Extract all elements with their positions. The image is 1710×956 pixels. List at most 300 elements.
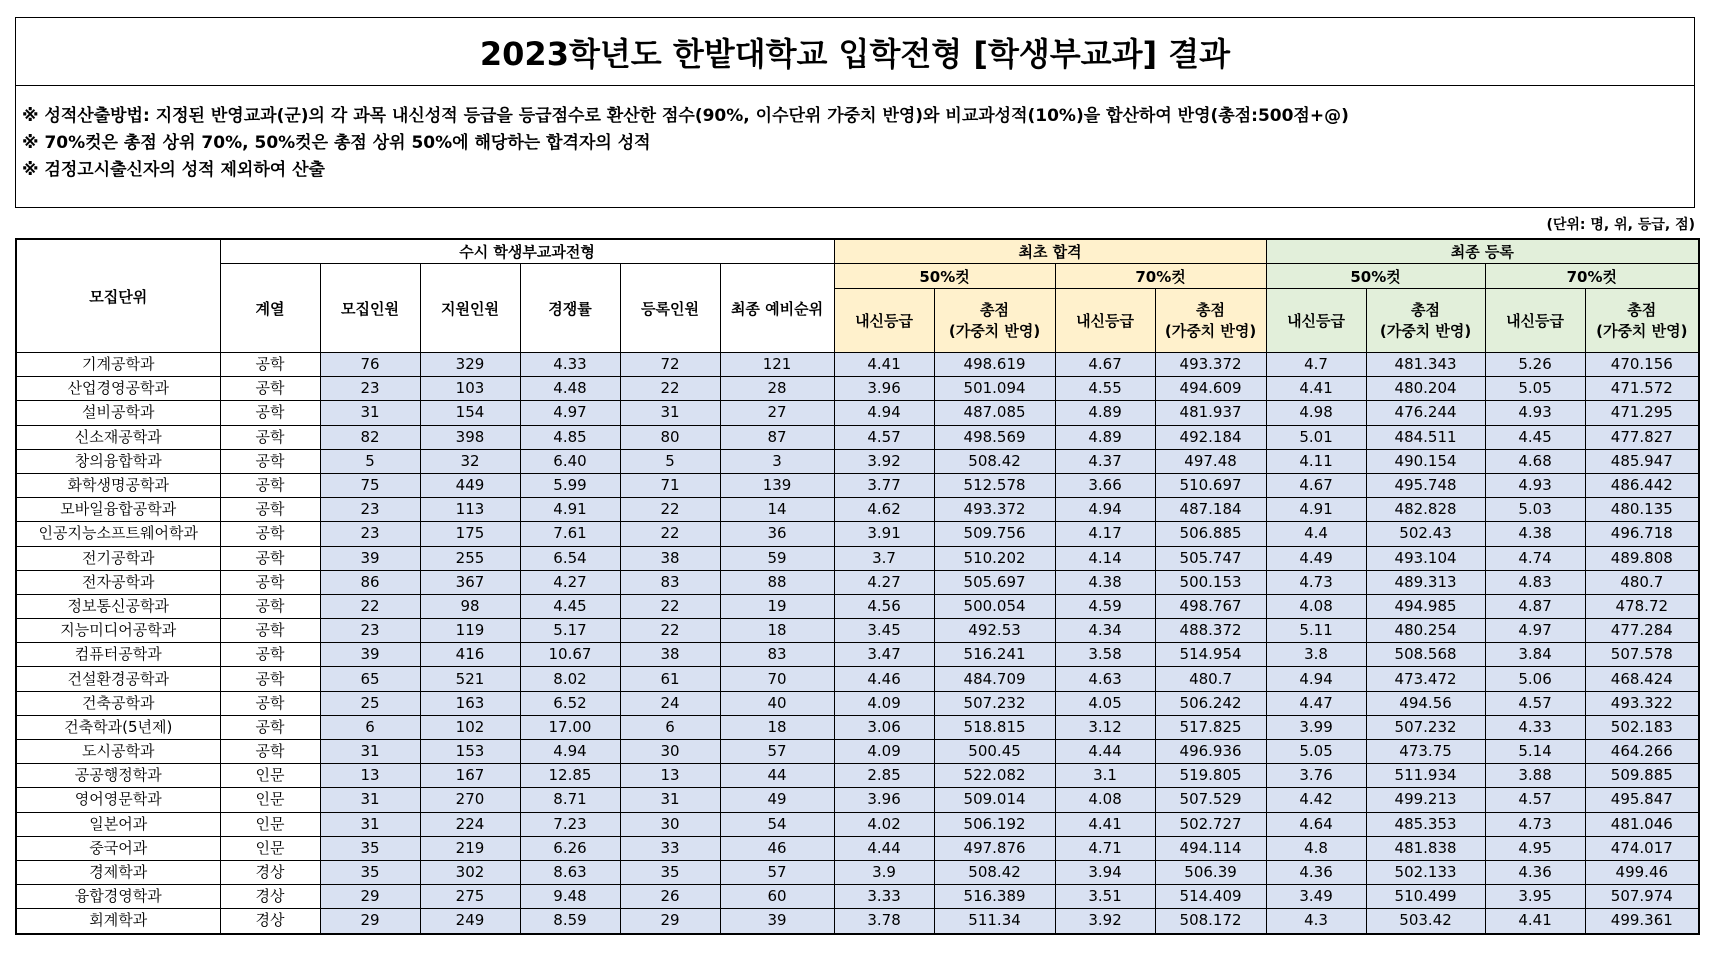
table-cell: 4.49 bbox=[1266, 546, 1366, 570]
table-cell: 473.472 bbox=[1366, 667, 1485, 691]
table-cell: 8.02 bbox=[520, 667, 620, 691]
table-cell: 4.48 bbox=[520, 377, 620, 401]
table-cell: 468.424 bbox=[1585, 667, 1699, 691]
table-row bbox=[16, 860, 1699, 884]
table-cell: 29 bbox=[620, 909, 720, 934]
table-cell: 인문 bbox=[220, 788, 320, 812]
header-registered: 등록인원 bbox=[620, 264, 720, 353]
table-cell: 102 bbox=[420, 715, 520, 739]
table-cell: 65 bbox=[320, 667, 420, 691]
table-cell: 508.568 bbox=[1366, 643, 1485, 667]
unit-name-cell: 공공행정학과 bbox=[16, 764, 220, 788]
table-cell: 507.529 bbox=[1155, 788, 1266, 812]
header-total: 총점 (가중치 반영) bbox=[1155, 289, 1266, 353]
table-cell: 8.71 bbox=[520, 788, 620, 812]
table-cell: 506.885 bbox=[1155, 522, 1266, 546]
table-cell: 4.27 bbox=[834, 570, 934, 594]
table-cell: 4.09 bbox=[834, 691, 934, 715]
table-cell: 공학 bbox=[220, 619, 320, 643]
table-cell: 489.313 bbox=[1366, 570, 1485, 594]
table-cell: 5.26 bbox=[1485, 353, 1585, 377]
table-cell: 494.114 bbox=[1155, 836, 1266, 860]
table-cell: 4.94 bbox=[834, 401, 934, 425]
table-cell: 481.046 bbox=[1585, 812, 1699, 836]
unit-name-cell: 중국어과 bbox=[16, 836, 220, 860]
table-cell: 480.135 bbox=[1585, 498, 1699, 522]
table-cell: 502.727 bbox=[1155, 812, 1266, 836]
table-cell: 4.36 bbox=[1485, 860, 1585, 884]
table-cell: 19 bbox=[720, 594, 834, 618]
unit-name-cell: 모바일융합공학과 bbox=[16, 498, 220, 522]
table-row bbox=[16, 425, 1699, 449]
header-susi: 수시 학생부교과전형 bbox=[220, 239, 834, 264]
table-cell: 22 bbox=[320, 594, 420, 618]
notes-box bbox=[15, 85, 1695, 208]
results-body bbox=[16, 353, 1699, 934]
table-cell: 503.42 bbox=[1366, 909, 1485, 934]
table-cell: 31 bbox=[620, 788, 720, 812]
table-cell: 공학 bbox=[220, 473, 320, 497]
table-cell: 4.94 bbox=[520, 740, 620, 764]
table-cell: 4.97 bbox=[520, 401, 620, 425]
table-cell: 4.68 bbox=[1485, 449, 1585, 473]
table-cell: 4.89 bbox=[1055, 425, 1155, 449]
table-cell: 494.56 bbox=[1366, 691, 1485, 715]
table-cell: 517.825 bbox=[1155, 715, 1266, 739]
table-cell: 60 bbox=[720, 885, 834, 909]
table-cell: 72 bbox=[620, 353, 720, 377]
table-cell: 489.808 bbox=[1585, 546, 1699, 570]
table-cell: 경상 bbox=[220, 860, 320, 884]
table-cell: 4.17 bbox=[1055, 522, 1155, 546]
table-cell: 470.156 bbox=[1585, 353, 1699, 377]
table-cell: 39 bbox=[320, 546, 420, 570]
table-cell: 6 bbox=[320, 715, 420, 739]
table-row bbox=[16, 788, 1699, 812]
table-cell: 3.8 bbox=[1266, 643, 1366, 667]
table-row bbox=[16, 498, 1699, 522]
table-cell: 506.192 bbox=[934, 812, 1055, 836]
table-cell: 4.62 bbox=[834, 498, 934, 522]
table-cell: 4.91 bbox=[1266, 498, 1366, 522]
table-cell: 4.37 bbox=[1055, 449, 1155, 473]
table-cell: 31 bbox=[320, 740, 420, 764]
table-cell: 3.66 bbox=[1055, 473, 1155, 497]
header-ratio: 경쟁률 bbox=[520, 264, 620, 353]
table-row bbox=[16, 401, 1699, 425]
table-cell: 507.974 bbox=[1585, 885, 1699, 909]
table-cell: 6.54 bbox=[520, 546, 620, 570]
table-cell: 3.9 bbox=[834, 860, 934, 884]
table-row bbox=[16, 812, 1699, 836]
table-cell: 공학 bbox=[220, 377, 320, 401]
table-cell: 83 bbox=[620, 570, 720, 594]
table-cell: 139 bbox=[720, 473, 834, 497]
unit-name-cell: 신소재공학과 bbox=[16, 425, 220, 449]
table-row bbox=[16, 570, 1699, 594]
header-final-rank: 최종 예비순위 bbox=[720, 264, 834, 353]
table-cell: 480.7 bbox=[1155, 667, 1266, 691]
table-cell: 26 bbox=[620, 885, 720, 909]
table-cell: 496.936 bbox=[1155, 740, 1266, 764]
table-cell: 3.12 bbox=[1055, 715, 1155, 739]
table-cell: 12.85 bbox=[520, 764, 620, 788]
header-total: 총점 (가중치 반영) bbox=[1366, 289, 1485, 353]
table-cell: 485.947 bbox=[1585, 449, 1699, 473]
table-cell: 103 bbox=[420, 377, 520, 401]
table-cell: 86 bbox=[320, 570, 420, 594]
table-cell: 4.94 bbox=[1055, 498, 1155, 522]
table-cell: 4.98 bbox=[1266, 401, 1366, 425]
table-cell: 5.14 bbox=[1485, 740, 1585, 764]
table-cell: 공학 bbox=[220, 594, 320, 618]
table-cell: 167 bbox=[420, 764, 520, 788]
table-cell: 36 bbox=[720, 522, 834, 546]
table-cell: 4.41 bbox=[1266, 377, 1366, 401]
table-row bbox=[16, 691, 1699, 715]
table-row bbox=[16, 473, 1699, 497]
table-cell: 506.39 bbox=[1155, 860, 1266, 884]
table-cell: 공학 bbox=[220, 401, 320, 425]
table-cell: 인문 bbox=[220, 764, 320, 788]
table-cell: 4.44 bbox=[834, 836, 934, 860]
table-cell: 498.767 bbox=[1155, 594, 1266, 618]
table-cell: 492.53 bbox=[934, 619, 1055, 643]
table-cell: 39 bbox=[320, 643, 420, 667]
table-cell: 3.95 bbox=[1485, 885, 1585, 909]
table-cell: 22 bbox=[620, 594, 720, 618]
table-cell: 35 bbox=[320, 860, 420, 884]
table-cell: 인문 bbox=[220, 836, 320, 860]
table-cell: 508.172 bbox=[1155, 909, 1266, 934]
table-cell: 4.45 bbox=[1485, 425, 1585, 449]
table-cell: 519.805 bbox=[1155, 764, 1266, 788]
table-cell: 4.42 bbox=[1266, 788, 1366, 812]
table-cell: 499.46 bbox=[1585, 860, 1699, 884]
unit-name-cell: 일본어과 bbox=[16, 812, 220, 836]
table-cell: 494.609 bbox=[1155, 377, 1266, 401]
table-cell: 5 bbox=[320, 449, 420, 473]
table-cell: 6.26 bbox=[520, 836, 620, 860]
table-cell: 7.23 bbox=[520, 812, 620, 836]
table-cell: 4.45 bbox=[520, 594, 620, 618]
table-cell: 4.41 bbox=[1055, 812, 1155, 836]
table-cell: 4.38 bbox=[1055, 570, 1155, 594]
header-grade: 내신등급 bbox=[1055, 289, 1155, 353]
table-cell: 492.184 bbox=[1155, 425, 1266, 449]
unit-label: (단위: 명, 위, 등급, 점) bbox=[1546, 217, 1695, 233]
header-grade: 내신등급 bbox=[834, 289, 934, 353]
unit-name-cell: 건축공학과 bbox=[16, 691, 220, 715]
table-cell: 6.40 bbox=[520, 449, 620, 473]
note-line: ※ 검정고시출신자의 성적 제외하여 산출 bbox=[22, 160, 325, 180]
table-cell: 4.41 bbox=[834, 353, 934, 377]
table-cell: 498.569 bbox=[934, 425, 1055, 449]
table-cell: 4.95 bbox=[1485, 836, 1585, 860]
table-cell: 4.57 bbox=[1485, 788, 1585, 812]
table-cell: 4.8 bbox=[1266, 836, 1366, 860]
table-cell: 경상 bbox=[220, 885, 320, 909]
table-cell: 3.92 bbox=[1055, 909, 1155, 934]
table-cell: 502.133 bbox=[1366, 860, 1485, 884]
table-cell: 32 bbox=[420, 449, 520, 473]
table-cell: 30 bbox=[620, 740, 720, 764]
table-cell: 4.02 bbox=[834, 812, 934, 836]
table-cell: 482.828 bbox=[1366, 498, 1485, 522]
table-row bbox=[16, 619, 1699, 643]
table-cell: 476.244 bbox=[1366, 401, 1485, 425]
table-cell: 4.93 bbox=[1485, 401, 1585, 425]
unit-name-cell: 건설환경공학과 bbox=[16, 667, 220, 691]
table-cell: 510.202 bbox=[934, 546, 1055, 570]
table-cell: 31 bbox=[620, 401, 720, 425]
table-cell: 4.11 bbox=[1266, 449, 1366, 473]
table-cell: 35 bbox=[620, 860, 720, 884]
table-row bbox=[16, 715, 1699, 739]
unit-name-cell: 컴퓨터공학과 bbox=[16, 643, 220, 667]
table-cell: 3.51 bbox=[1055, 885, 1155, 909]
table-cell: 4.27 bbox=[520, 570, 620, 594]
table-row bbox=[16, 353, 1699, 377]
table-cell: 507.578 bbox=[1585, 643, 1699, 667]
table-cell: 3.45 bbox=[834, 619, 934, 643]
unit-name-cell: 화학생명공학과 bbox=[16, 473, 220, 497]
table-cell: 480.254 bbox=[1366, 619, 1485, 643]
table-cell: 521 bbox=[420, 667, 520, 691]
table-cell: 474.017 bbox=[1585, 836, 1699, 860]
table-cell: 4.09 bbox=[834, 740, 934, 764]
table-row bbox=[16, 594, 1699, 618]
table-cell: 507.232 bbox=[934, 691, 1055, 715]
table-cell: 3.7 bbox=[834, 546, 934, 570]
table-cell: 4.33 bbox=[520, 353, 620, 377]
table-cell: 486.442 bbox=[1585, 473, 1699, 497]
table-cell: 30 bbox=[620, 812, 720, 836]
table-cell: 473.75 bbox=[1366, 740, 1485, 764]
header-final-cut70: 70%컷 bbox=[1485, 264, 1699, 289]
table-cell: 38 bbox=[620, 643, 720, 667]
table-cell: 23 bbox=[320, 377, 420, 401]
note-line: ※ 70%컷은 총점 상위 70%, 50%컷은 총점 상위 50%에 해당하는 합격자의 성적 bbox=[22, 133, 651, 153]
table-cell: 3.92 bbox=[834, 449, 934, 473]
table-cell: 4.83 bbox=[1485, 570, 1585, 594]
unit-name-cell: 창의융합학과 bbox=[16, 449, 220, 473]
table-cell: 3.96 bbox=[834, 377, 934, 401]
table-cell: 4.33 bbox=[1485, 715, 1585, 739]
table-cell: 3.94 bbox=[1055, 860, 1155, 884]
table-cell: 509.014 bbox=[934, 788, 1055, 812]
table-cell: 500.45 bbox=[934, 740, 1055, 764]
table-cell: 506.242 bbox=[1155, 691, 1266, 715]
table-cell: 31 bbox=[320, 788, 420, 812]
table-cell: 484.511 bbox=[1366, 425, 1485, 449]
table-cell: 4.57 bbox=[1485, 691, 1585, 715]
table-cell: 4.7 bbox=[1266, 353, 1366, 377]
table-cell: 480.204 bbox=[1366, 377, 1485, 401]
table-cell: 3.47 bbox=[834, 643, 934, 667]
table-cell: 511.934 bbox=[1366, 764, 1485, 788]
table-cell: 498.619 bbox=[934, 353, 1055, 377]
header-grade: 내신등급 bbox=[1266, 289, 1366, 353]
table-cell: 464.266 bbox=[1585, 740, 1699, 764]
table-cell: 3.88 bbox=[1485, 764, 1585, 788]
table-cell: 22 bbox=[620, 498, 720, 522]
table-cell: 505.747 bbox=[1155, 546, 1266, 570]
table-cell: 54 bbox=[720, 812, 834, 836]
table-cell: 4.34 bbox=[1055, 619, 1155, 643]
table-cell: 공학 bbox=[220, 353, 320, 377]
table-cell: 219 bbox=[420, 836, 520, 860]
table-cell: 22 bbox=[620, 377, 720, 401]
table-cell: 514.409 bbox=[1155, 885, 1266, 909]
table-cell: 302 bbox=[420, 860, 520, 884]
table-row bbox=[16, 643, 1699, 667]
table-row bbox=[16, 836, 1699, 860]
table-cell: 416 bbox=[420, 643, 520, 667]
table-cell: 경상 bbox=[220, 909, 320, 934]
table-cell: 510.697 bbox=[1155, 473, 1266, 497]
table-cell: 공학 bbox=[220, 667, 320, 691]
table-cell: 509.885 bbox=[1585, 764, 1699, 788]
table-cell: 495.748 bbox=[1366, 473, 1485, 497]
table-cell: 9.48 bbox=[520, 885, 620, 909]
table-cell: 471.295 bbox=[1585, 401, 1699, 425]
table-cell: 공학 bbox=[220, 691, 320, 715]
table-cell: 24 bbox=[620, 691, 720, 715]
table-cell: 3.99 bbox=[1266, 715, 1366, 739]
table-cell: 508.42 bbox=[934, 860, 1055, 884]
table-row bbox=[16, 885, 1699, 909]
unit-name-cell: 설비공학과 bbox=[16, 401, 220, 425]
table-cell: 477.284 bbox=[1585, 619, 1699, 643]
table-cell: 39 bbox=[720, 909, 834, 934]
table-cell: 329 bbox=[420, 353, 520, 377]
table-cell: 18 bbox=[720, 619, 834, 643]
header-grade: 내신등급 bbox=[1485, 289, 1585, 353]
table-cell: 23 bbox=[320, 522, 420, 546]
header-total: 총점 (가중치 반영) bbox=[1585, 289, 1699, 353]
table-cell: 23 bbox=[320, 498, 420, 522]
table-cell: 공학 bbox=[220, 715, 320, 739]
table-cell: 4.73 bbox=[1266, 570, 1366, 594]
table-cell: 25 bbox=[320, 691, 420, 715]
table-cell: 175 bbox=[420, 522, 520, 546]
table-cell: 59 bbox=[720, 546, 834, 570]
unit-name-cell: 산업경영공학과 bbox=[16, 377, 220, 401]
header-first-pass: 최초 합격 bbox=[834, 239, 1266, 264]
table-cell: 5.05 bbox=[1485, 377, 1585, 401]
table-cell: 4.3 bbox=[1266, 909, 1366, 934]
table-cell: 4.4 bbox=[1266, 522, 1366, 546]
table-cell: 71 bbox=[620, 473, 720, 497]
table-cell: 31 bbox=[320, 812, 420, 836]
table-cell: 8.59 bbox=[520, 909, 620, 934]
table-cell: 57 bbox=[720, 860, 834, 884]
header-unit: 모집단위 bbox=[16, 239, 220, 353]
table-cell: 119 bbox=[420, 619, 520, 643]
table-row bbox=[16, 764, 1699, 788]
table-cell: 27 bbox=[720, 401, 834, 425]
table-cell: 5.11 bbox=[1266, 619, 1366, 643]
table-cell: 3.78 bbox=[834, 909, 934, 934]
table-cell: 4.93 bbox=[1485, 473, 1585, 497]
note-line: ※ 성적산출방법: 지정된 반영교과(군)의 각 과목 내신성적 등급을 등급점수로 환산한 점수(90%, 이수단위 가중치 반영)와 비교과성적(10%)을 합산하여 반영(총점:500점+@) bbox=[22, 106, 1349, 126]
table-cell: 인문 bbox=[220, 812, 320, 836]
table-cell: 23 bbox=[320, 619, 420, 643]
table-cell: 3.91 bbox=[834, 522, 934, 546]
table-cell: 508.42 bbox=[934, 449, 1055, 473]
table-cell: 514.954 bbox=[1155, 643, 1266, 667]
table-cell: 70 bbox=[720, 667, 834, 691]
table-cell: 44 bbox=[720, 764, 834, 788]
table-cell: 493.322 bbox=[1585, 691, 1699, 715]
unit-name-cell: 도시공학과 bbox=[16, 740, 220, 764]
table-cell: 3.58 bbox=[1055, 643, 1155, 667]
table-cell: 497.48 bbox=[1155, 449, 1266, 473]
table-cell: 487.085 bbox=[934, 401, 1055, 425]
unit-name-cell: 전기공학과 bbox=[16, 546, 220, 570]
table-cell: 공학 bbox=[220, 643, 320, 667]
table-cell: 4.41 bbox=[1485, 909, 1585, 934]
header-applicants: 지원인원 bbox=[420, 264, 520, 353]
table-cell: 449 bbox=[420, 473, 520, 497]
header-total: 총점 (가중치 반영) bbox=[934, 289, 1055, 353]
unit-name-cell: 정보통신공학과 bbox=[16, 594, 220, 618]
table-cell: 3.1 bbox=[1055, 764, 1155, 788]
table-cell: 5.99 bbox=[520, 473, 620, 497]
table-cell: 4.05 bbox=[1055, 691, 1155, 715]
table-cell: 4.14 bbox=[1055, 546, 1155, 570]
table-cell: 98 bbox=[420, 594, 520, 618]
table-cell: 29 bbox=[320, 885, 420, 909]
table-cell: 270 bbox=[420, 788, 520, 812]
table-row bbox=[16, 377, 1699, 401]
table-cell: 3.33 bbox=[834, 885, 934, 909]
table-cell: 398 bbox=[420, 425, 520, 449]
table-cell: 80 bbox=[620, 425, 720, 449]
table-cell: 502.43 bbox=[1366, 522, 1485, 546]
table-cell: 31 bbox=[320, 401, 420, 425]
table-cell: 18 bbox=[720, 715, 834, 739]
table-cell: 61 bbox=[620, 667, 720, 691]
table-cell: 75 bbox=[320, 473, 420, 497]
table-cell: 4.08 bbox=[1266, 594, 1366, 618]
table-cell: 499.361 bbox=[1585, 909, 1699, 934]
table-cell: 490.154 bbox=[1366, 449, 1485, 473]
table-cell: 4.85 bbox=[520, 425, 620, 449]
table-cell: 518.815 bbox=[934, 715, 1055, 739]
table-cell: 5.01 bbox=[1266, 425, 1366, 449]
header-field: 계열 bbox=[220, 264, 320, 353]
table-cell: 22 bbox=[620, 522, 720, 546]
table-cell: 3.76 bbox=[1266, 764, 1366, 788]
table-row bbox=[16, 909, 1699, 934]
table-cell: 5.06 bbox=[1485, 667, 1585, 691]
table-cell: 4.67 bbox=[1266, 473, 1366, 497]
table-cell: 6 bbox=[620, 715, 720, 739]
table-cell: 4.56 bbox=[834, 594, 934, 618]
table-cell: 224 bbox=[420, 812, 520, 836]
header-first-cut70: 70%컷 bbox=[1055, 264, 1266, 289]
table-cell: 367 bbox=[420, 570, 520, 594]
table-cell: 497.876 bbox=[934, 836, 1055, 860]
table-cell: 3.06 bbox=[834, 715, 934, 739]
table-cell: 4.74 bbox=[1485, 546, 1585, 570]
table-cell: 154 bbox=[420, 401, 520, 425]
unit-name-cell: 전자공학과 bbox=[16, 570, 220, 594]
table-cell: 4.71 bbox=[1055, 836, 1155, 860]
table-cell: 공학 bbox=[220, 425, 320, 449]
